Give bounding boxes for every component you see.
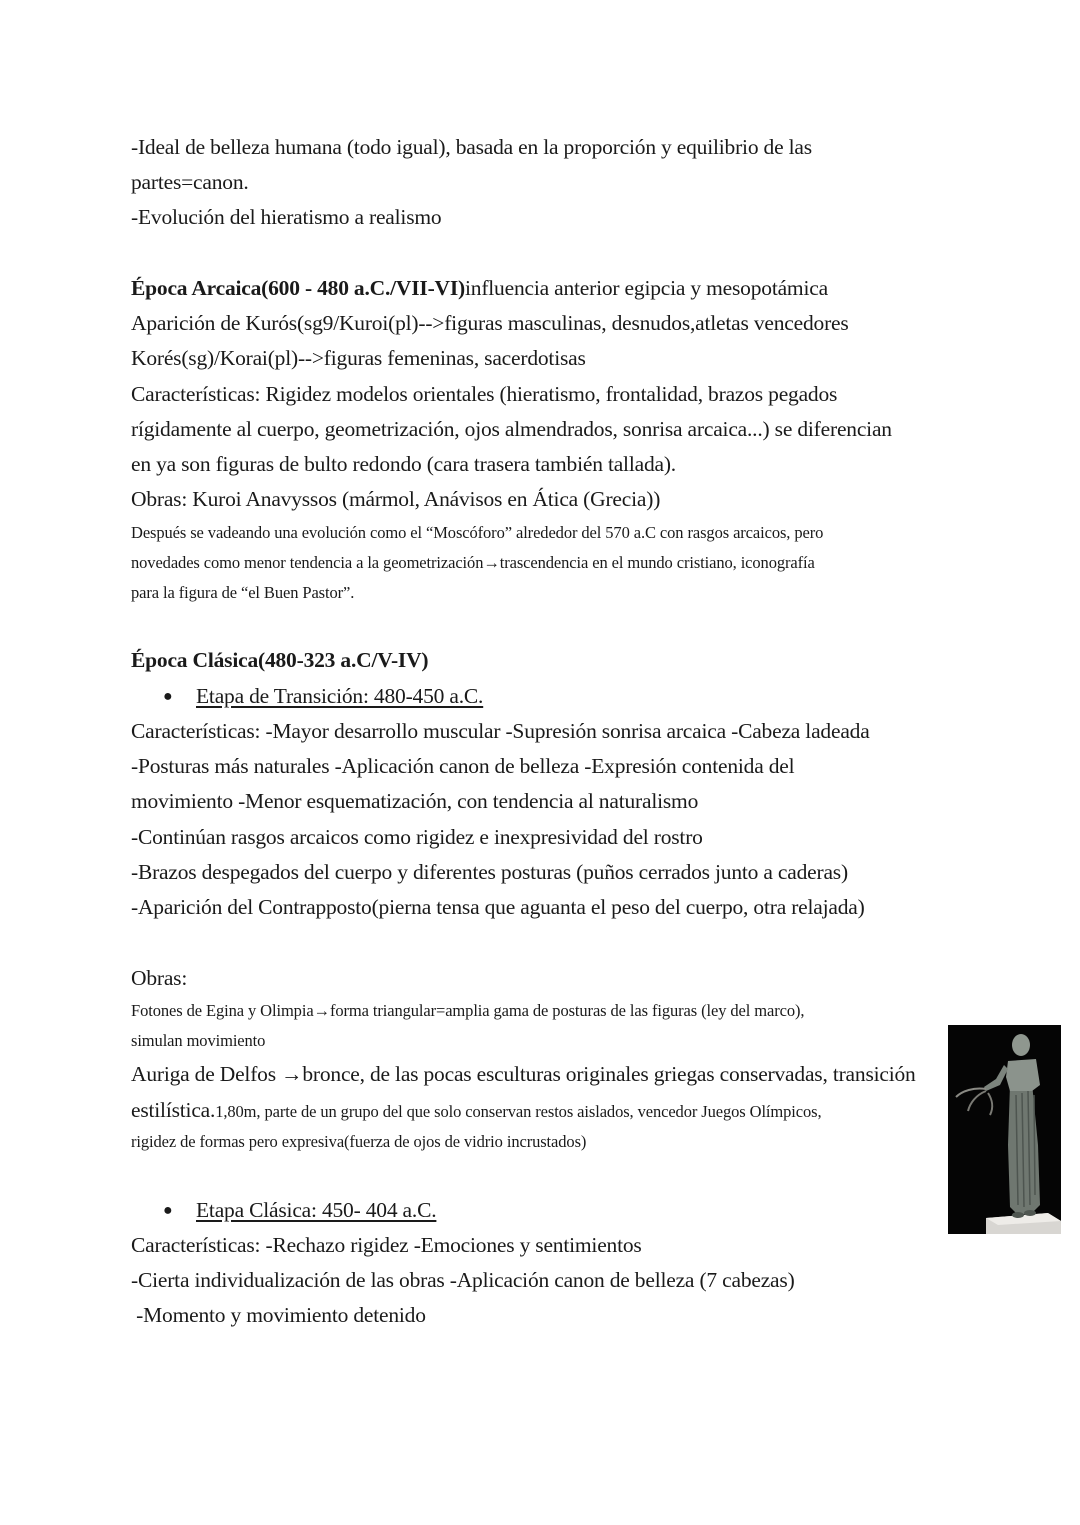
transicion-line: -Posturas más naturales -Aplicación canon de belleza -Expresión contenida del [131, 754, 795, 778]
arcaica-heading [131, 274, 828, 302]
arcaica-line: Aparición de Kurós(sg9/Kuroi(pl)-->figuras masculinas, desnudos,atletas vencedores [131, 311, 849, 335]
etapa-clasica-heading [163, 1196, 436, 1225]
intro-line: partes=canon. [131, 170, 249, 194]
obras-auriga-last: rigidez de formas pero expresiva(fuerza de ojos de vidrio incrustados) [131, 1132, 587, 1151]
arcaica-note: Después se vadeando una evolución como el “Moscóforo” alrededor del 570 a.C con rasgos arcaicos, pero [131, 523, 824, 542]
etapa-clasica-line: Características: -Rechazo rigidez -Emociones y sentimientos [131, 1233, 642, 1257]
clasica-heading: Época Clásica(480-323 a.C/V-IV) [131, 648, 429, 672]
auriga-cont-small: 1,80m, parte de un grupo del que solo conservan restos aislados, vencedor Juegos Olímpicos, [215, 1102, 822, 1121]
arcaica-note: novedades como menor tendencia a la geometrización→trascendencia en el mundo cristiano, iconografía [131, 553, 815, 572]
transicion-title: Etapa de Transición: 480-450 a.C. [196, 684, 484, 708]
obras-frontones: simulan movimiento [131, 1031, 266, 1050]
transicion-line: -Brazos despegados del cuerpo y diferentes posturas (puños cerrados junto a caderas) [131, 860, 848, 884]
bullet-icon: ● [163, 1202, 173, 1219]
etapa-clasica-line: -Momento y movimiento detenido [131, 1303, 426, 1327]
obras-label: Obras: [131, 966, 188, 990]
transicion-heading [163, 682, 483, 711]
arcaica-line: en ya son figuras de bulto redondo (cara trasera también tallada). [131, 452, 676, 476]
transicion-line: -Aparición del Contrapposto(pierna tensa que aguanta el peso del cuerpo, otra relajada) [131, 895, 865, 919]
arcaica-line: Korés(sg)/Korai(pl)-->figuras femeninas, sacerdotisas [131, 346, 586, 370]
arcaica-heading-title: Época Arcaica(600 - 480 a.C./VII-VI) [131, 276, 465, 300]
etapa-clasica-title: Etapa Clásica: 450- 404 a.C. [196, 1198, 437, 1222]
arcaica-line: Características: Rigidez modelos orientales (hieratismo, frontalidad, brazos pegados [131, 382, 838, 406]
auriga-statue-image [948, 1025, 1061, 1234]
obras-frontones: Fotones de Egina y Olimpia→forma triangular=amplia gama de posturas de las figuras (ley del marco), [131, 1001, 805, 1020]
etapa-clasica-line: -Cierta individualización de las obras -Aplicación canon de belleza (7 cabezas) [131, 1268, 795, 1292]
arcaica-heading-rest: influencia anterior egipcia y mesopotámica [465, 276, 828, 300]
auriga-cont-big: estilística. [131, 1098, 216, 1122]
arcaica-note: para la figura de “el Buen Pastor”. [131, 583, 355, 602]
obras-auriga-cont [131, 1096, 822, 1124]
arcaica-line: rígidamente al cuerpo, geometrización, ojos almendrados, sonrisa arcaica...) se diferencian [131, 417, 892, 441]
arcaica-obras: Obras: Kuroi Anavyssos (mármol, Anávisos en Ática (Grecia)) [131, 487, 661, 511]
transicion-line: -Continúan rasgos arcaicos como rigidez e inexpresividad del rostro [131, 825, 703, 849]
bullet-icon: ● [163, 688, 173, 705]
transicion-line: Características: -Mayor desarrollo muscular -Supresión sonrisa arcaica -Cabeza ladeada [131, 719, 870, 743]
intro-line: -Ideal de belleza humana (todo igual), basada en la proporción y equilibrio de las [131, 135, 812, 159]
intro-line: -Evolución del hieratismo a realismo [131, 205, 442, 229]
obras-auriga: Auriga de Delfos →bronce, de las pocas esculturas originales griegas conservadas, transición [131, 1062, 916, 1086]
transicion-line: movimiento -Menor esquematización, con tendencia al naturalismo [131, 789, 699, 813]
